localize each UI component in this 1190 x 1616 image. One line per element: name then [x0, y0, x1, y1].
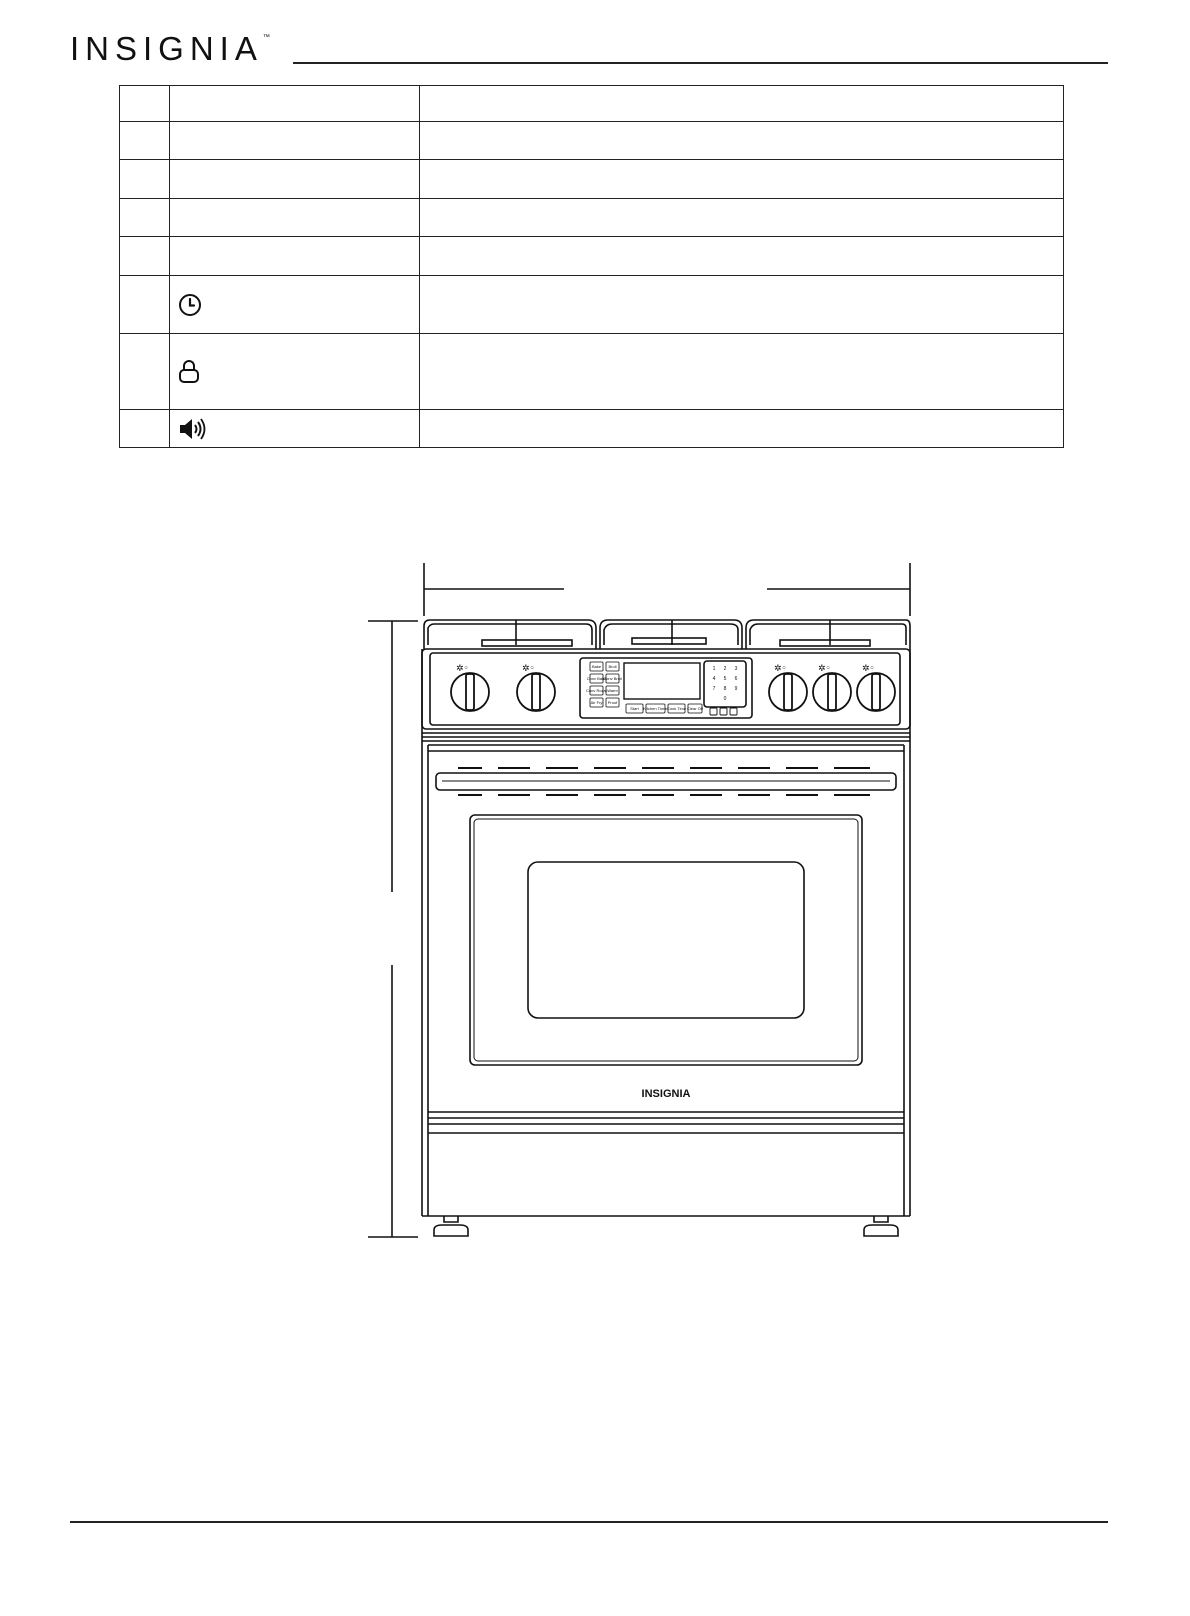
insignia-logo: INSIGNIA™	[70, 30, 270, 67]
cooktop-grates	[424, 620, 910, 649]
panel-bottom-keys	[626, 704, 704, 713]
knob	[451, 664, 489, 711]
height-dimension-line	[368, 621, 418, 1237]
svg-text:Conv Broil: Conv Broil	[603, 676, 622, 681]
svg-text:0: 0	[723, 696, 727, 702]
panel-keypad	[713, 666, 738, 702]
panel-key	[687, 704, 704, 713]
panel-key	[606, 686, 619, 695]
svg-text:2: 2	[723, 666, 727, 672]
svg-text:✲◦: ✲◦	[774, 664, 787, 674]
panel-key	[603, 674, 622, 683]
svg-text:✲◦: ✲◦	[522, 664, 535, 674]
footer-rule	[70, 1521, 1108, 1523]
svg-text:Conv Roast: Conv Roast	[586, 688, 607, 693]
svg-text:4: 4	[712, 676, 716, 682]
panel-key	[586, 686, 608, 695]
leveling-feet	[434, 1216, 898, 1236]
knob	[769, 664, 807, 711]
svg-text:Clear Off: Clear Off	[687, 706, 703, 711]
width-dimension-line	[424, 563, 910, 616]
panel-key	[590, 698, 603, 707]
door-handle	[436, 773, 896, 790]
svg-text:Warm: Warm	[607, 688, 618, 693]
knob	[517, 664, 555, 711]
svg-text:6: 6	[734, 676, 738, 682]
svg-text:8: 8	[723, 686, 727, 692]
svg-text:✲◦: ✲◦	[862, 664, 875, 674]
svg-text:9: 9	[734, 686, 738, 692]
svg-text:Conv Bake: Conv Bake	[586, 676, 607, 681]
svg-text:7: 7	[712, 686, 716, 692]
svg-text:5: 5	[723, 676, 727, 682]
panel-key	[590, 662, 603, 671]
door-brand-label: INSIGNIA	[641, 1088, 691, 1100]
svg-text:Cook Time: Cook Time	[666, 706, 687, 711]
svg-text:Kitchen Timer: Kitchen Timer	[643, 706, 668, 711]
svg-text:Bake: Bake	[591, 664, 602, 669]
knob	[857, 664, 895, 711]
svg-text:Proof: Proof	[607, 700, 618, 705]
panel-key	[606, 662, 619, 671]
panel-small-icons	[710, 708, 737, 715]
panel-key	[667, 704, 687, 713]
panel-key	[626, 704, 643, 713]
svg-text:✲◦: ✲◦	[818, 664, 831, 674]
svg-text:1: 1	[712, 666, 716, 672]
panel-left-keys	[586, 662, 622, 707]
svg-text:Start: Start	[630, 706, 639, 711]
svg-text:Broil: Broil	[608, 664, 617, 669]
oven-body	[422, 649, 910, 1216]
panel-key	[643, 704, 668, 713]
panel-key	[606, 698, 619, 707]
svg-text:✲◦: ✲◦	[456, 664, 469, 674]
svg-text:Air Fry: Air Fry	[590, 700, 603, 705]
oven-window	[528, 862, 804, 1018]
svg-text:3: 3	[734, 666, 738, 672]
knob	[813, 664, 851, 711]
storage-drawer	[422, 1112, 910, 1216]
